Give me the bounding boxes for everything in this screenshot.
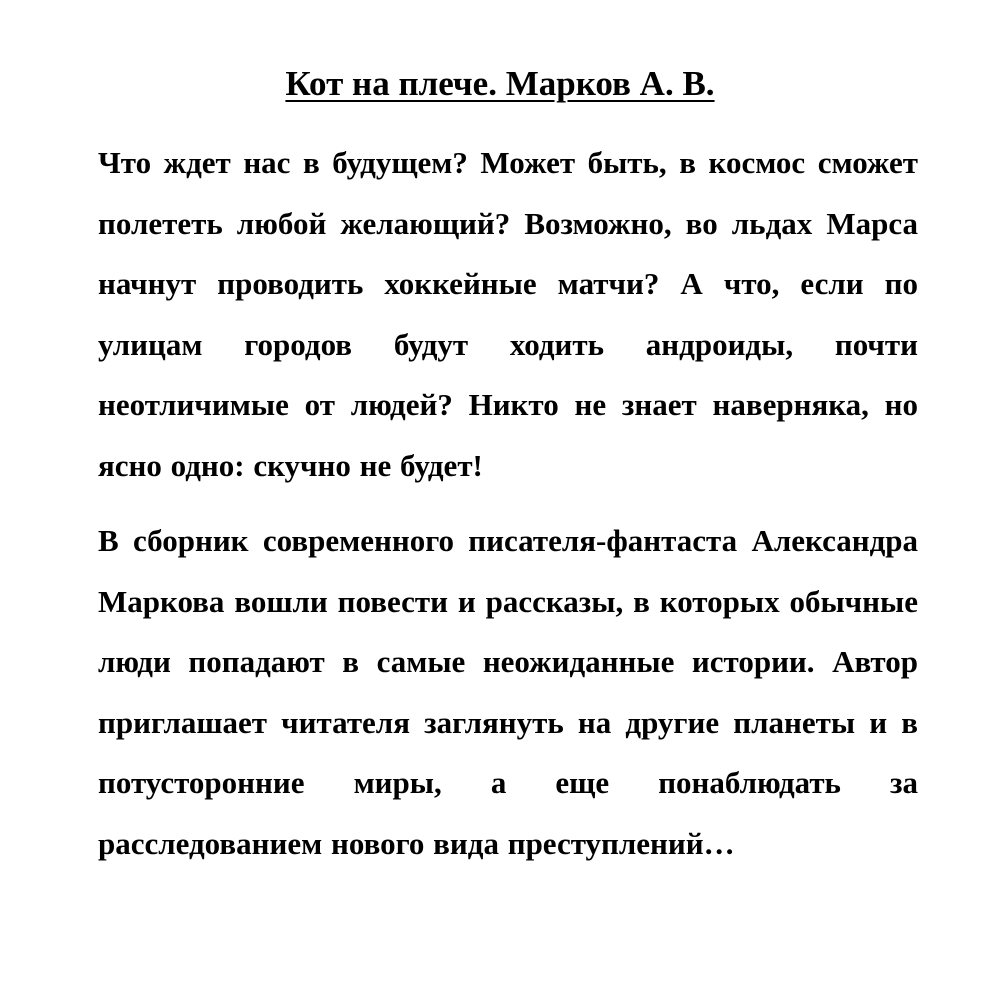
paragraph-intro: Что ждет нас в будущем? Может быть, в космос сможет полететь любой желающий? Возможно, во льдах Марса начнут проводить хоккейные матчи? А что, если по улицам городов будут ходить андроиды, почти неотличимые от людей? Никто не знает наверняка, но ясно одно: скучно не будет! [98,145,918,483]
paragraph-collection: В сборник современного писателя-фантаста Александра Маркова вошли повести и рассказы, в которых обычные люди попадают в самые неожиданные истории. Автор приглашает читателя заглянуть на другие планеты и в потусторонние миры, а еще понаблюдать за расследованием нового вида преступлений… [98,523,918,861]
document-title-text: Кот на плече. Марков А. В. [285,64,715,103]
document-title [0,62,1000,106]
